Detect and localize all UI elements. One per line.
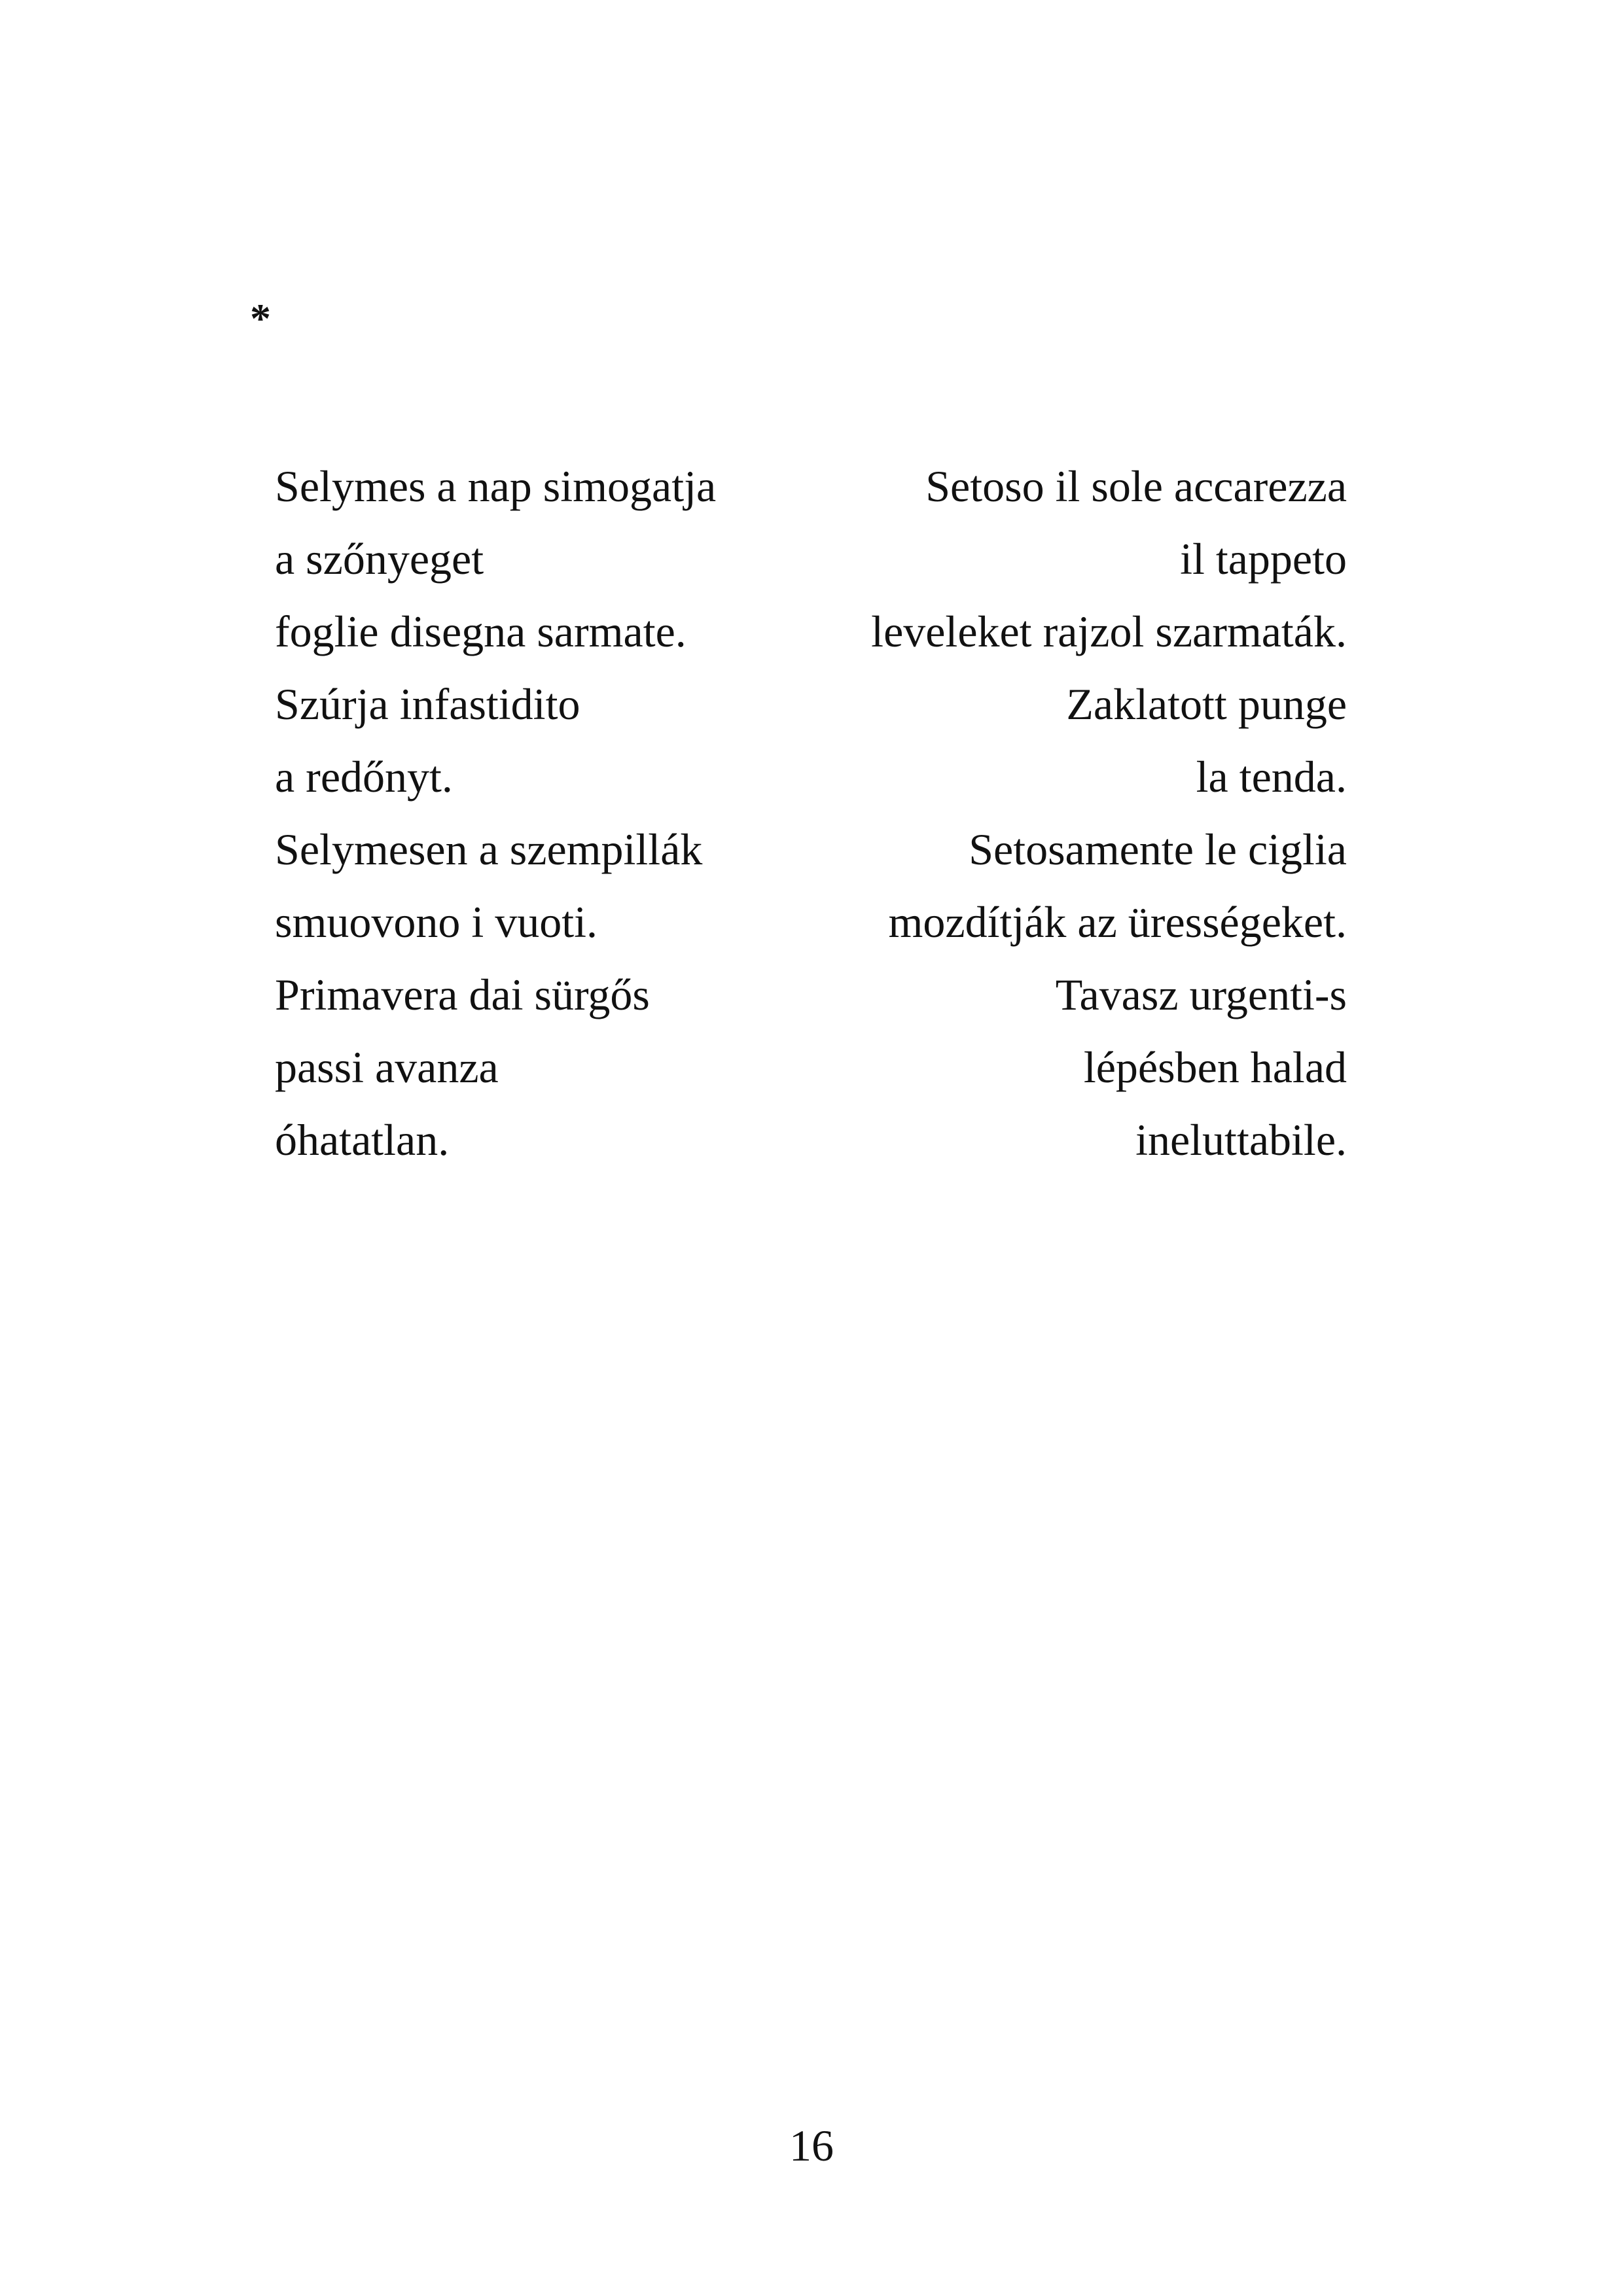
poem-line: lépésben halad bbox=[1083, 1042, 1347, 1092]
poem-line: óhatatlan. bbox=[275, 1115, 450, 1165]
poem-line: il tappeto bbox=[1180, 534, 1347, 584]
poem-line: Selymes a nap simogatja bbox=[275, 461, 717, 511]
poem-line: Selymesen a szempillák bbox=[275, 824, 703, 874]
section-asterisk: * bbox=[250, 295, 271, 342]
poem-line: Setoso il sole accarezza bbox=[925, 461, 1347, 511]
poem-line: passi avanza bbox=[275, 1042, 499, 1092]
poem-line: la tenda. bbox=[1196, 752, 1347, 802]
poem-line: Primavera dai sürgős bbox=[275, 970, 650, 1019]
page-number: 16 bbox=[789, 2121, 834, 2170]
poem-line: foglie disegna sarmate. bbox=[275, 607, 687, 656]
poem-right-column bbox=[705, 450, 1347, 1176]
poem-line: Setosamente le ciglia bbox=[969, 824, 1347, 874]
poem-line: mozdítják az ürességeket. bbox=[888, 897, 1347, 947]
poem-line: Zaklatott punge bbox=[1066, 679, 1347, 729]
poem-line: leveleket rajzol szarmaták. bbox=[871, 607, 1347, 656]
poem-line: smuovono i vuoti. bbox=[275, 897, 598, 947]
poem-line: a szőnyeget bbox=[275, 534, 484, 584]
poem-line: a redőnyt. bbox=[275, 752, 453, 802]
poem-line: Szúrja infastidito bbox=[275, 679, 580, 729]
poem-line: ineluttabile. bbox=[1135, 1115, 1347, 1165]
poem-line: Tavasz urgenti-s bbox=[1055, 970, 1347, 1019]
